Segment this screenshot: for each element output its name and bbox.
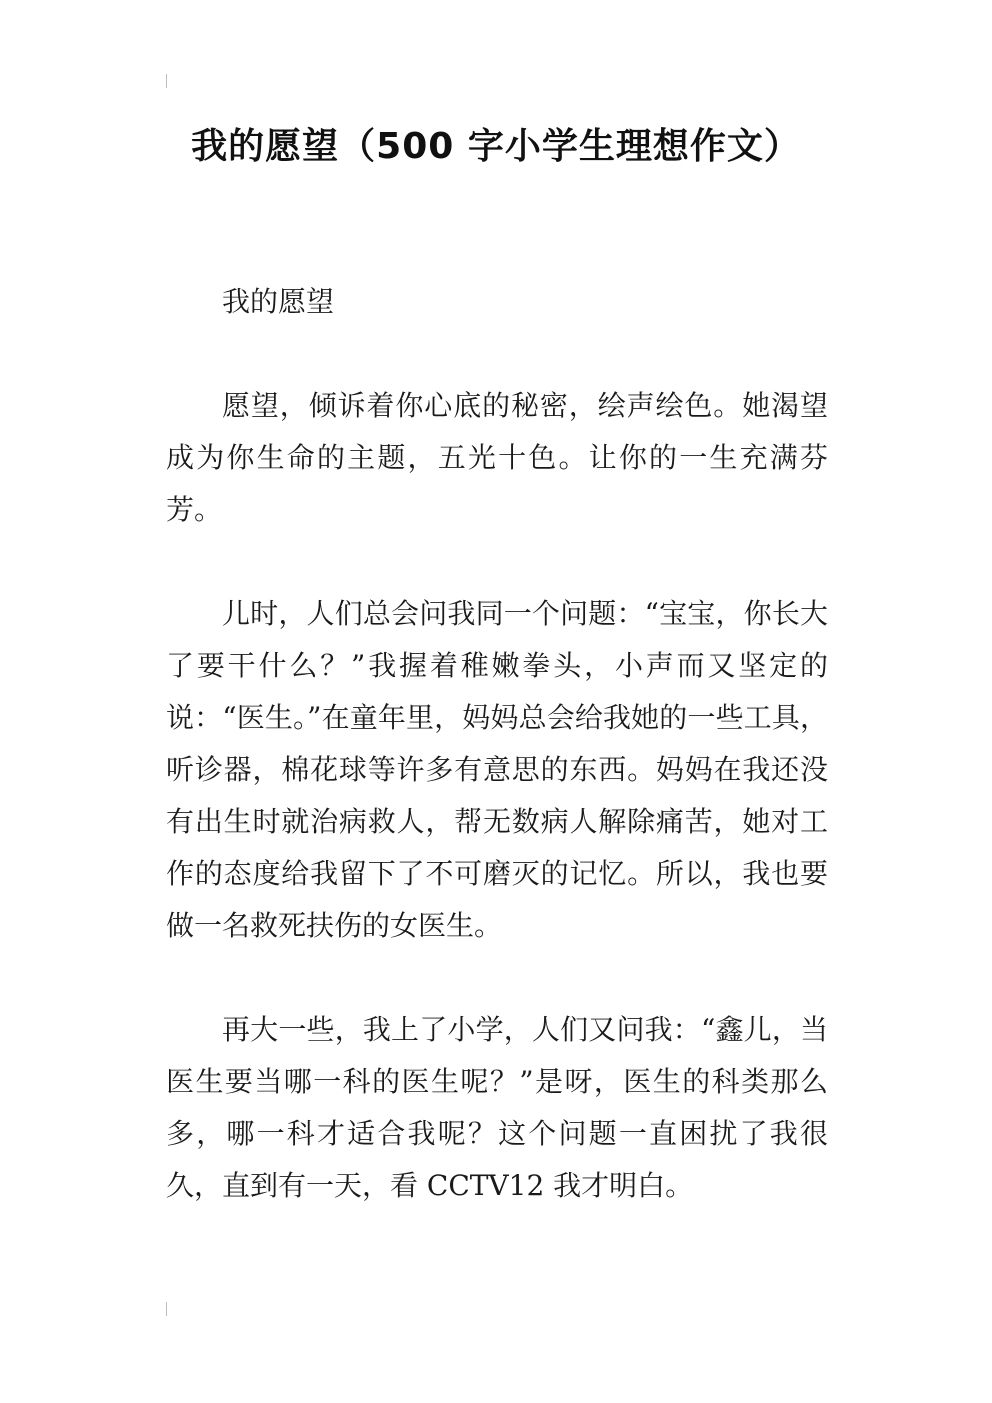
paragraph-2: 儿时，人们总会问我同一个问题：“宝宝，你长大了要干什么？”我握着稚嫩拳头，小声而又坚定的说：“医生。”在童年里，妈妈总会给我她的一些工具，听诊器，棉花球等许多有意思的东西。妈妈在我还没有出生时就治病救人，帮无数病人解除痛苦，她对工作的态度给我留下了不可磨灭的记忆。所以，我也要做一名救死扶伤的女医生。 xyxy=(166,597,828,942)
document-title: 我的愿望（500 字小学生理想作文） xyxy=(191,126,801,167)
essay-subtitle: 我的愿望 xyxy=(222,285,335,318)
paragraph-1: 愿望，倾诉着你心底的秘密，绘声绘色。她渴望成为你生命的主题，五光十色。让你的一生充满芬芳。 xyxy=(166,389,828,526)
crop-mark-top xyxy=(166,74,167,88)
paragraph-3: 再大一些，我上了小学，人们又问我：“鑫儿，当医生要当哪一科的医生呢？”是呀，医生的科类那么多，哪一科才适合我呢？这个问题一直困扰了我很久，直到有一天，看 CCTV12 我才明白。 xyxy=(166,1013,828,1202)
document-body xyxy=(166,276,828,1264)
crop-mark-bottom xyxy=(166,1302,167,1316)
